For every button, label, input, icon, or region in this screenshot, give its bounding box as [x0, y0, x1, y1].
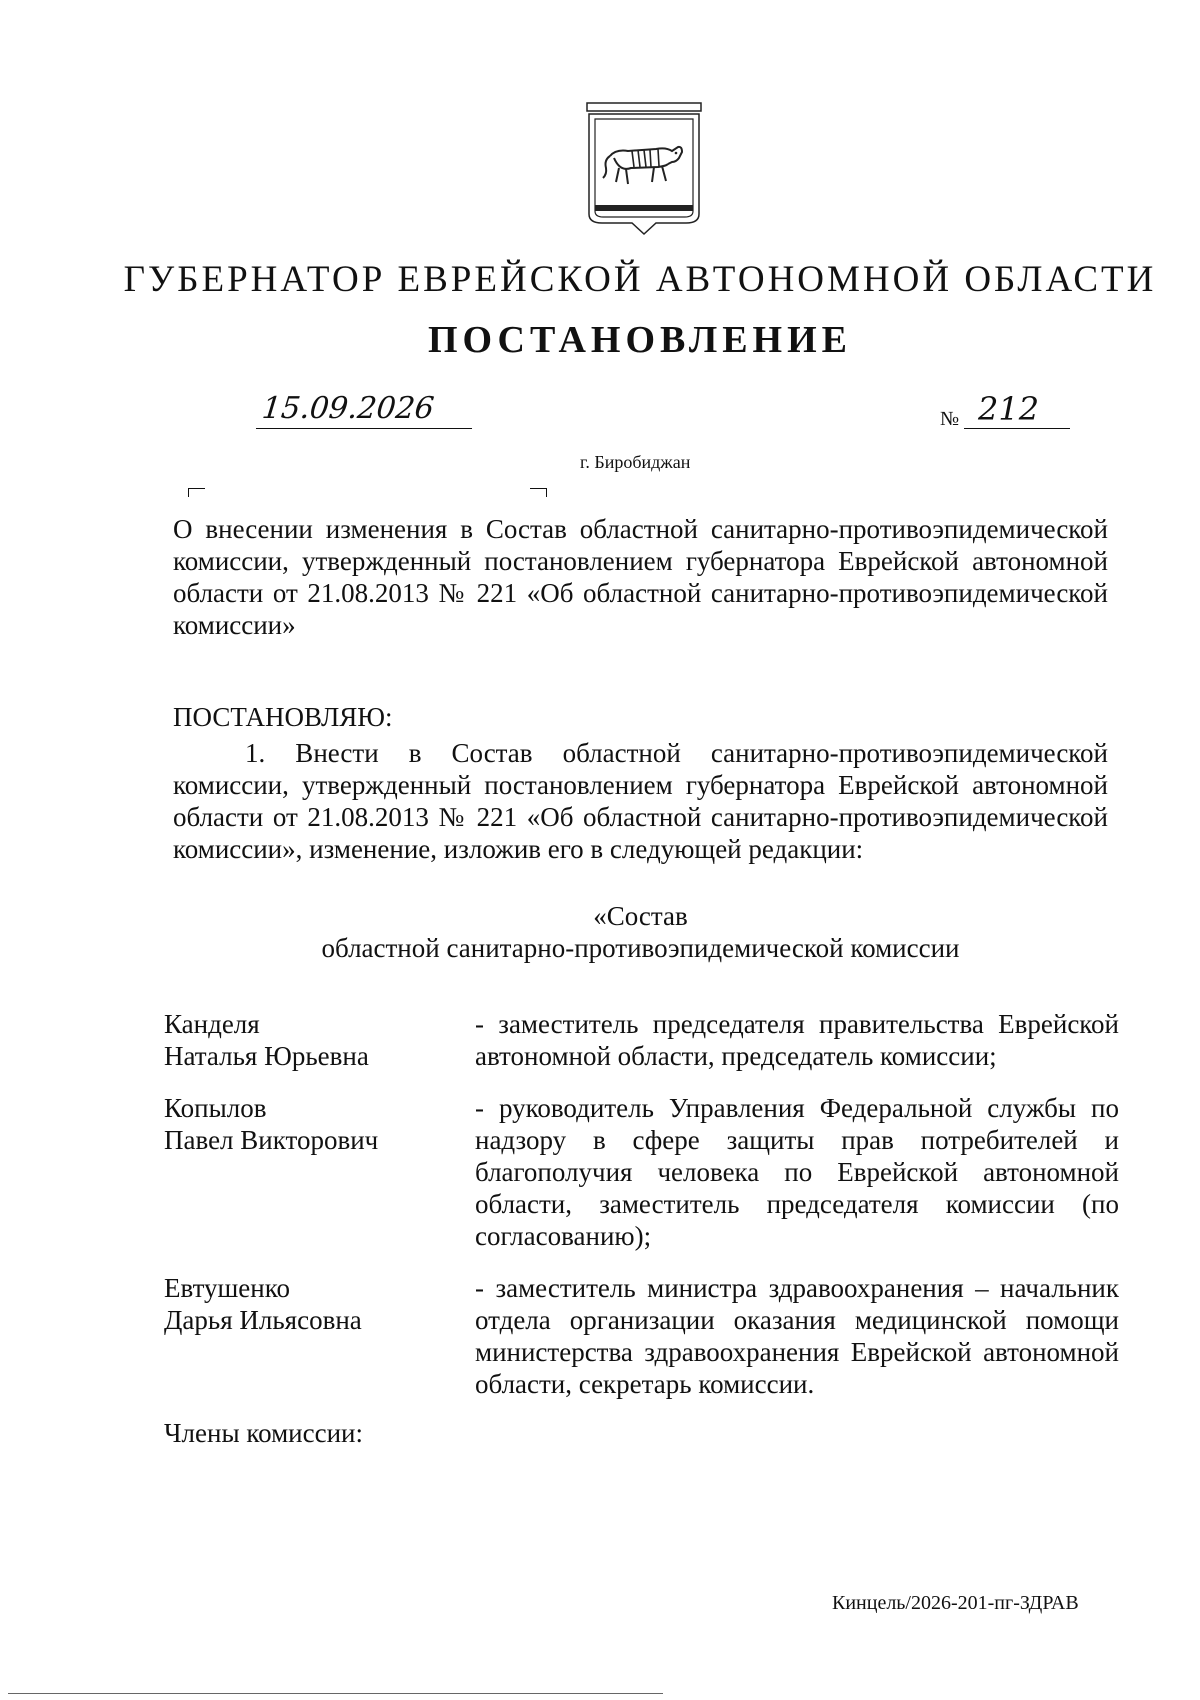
member-given-names: Павел Викторович: [164, 1125, 379, 1155]
member-name: [164, 1092, 464, 1156]
scan-edge-line: [8, 1693, 663, 1694]
number-sign: №: [940, 408, 960, 430]
composition-heading: [173, 900, 1108, 964]
member-given-names: Дарья Ильясовна: [164, 1305, 362, 1335]
document-date: 15.09.2026: [256, 390, 476, 429]
member-name: [164, 1008, 464, 1072]
authority-title: ГУБЕРНАТОР ЕВРЕЙСКОЙ АВТОНОМНОЙ ОБЛАСТИ: [123, 259, 1157, 300]
member-name: [164, 1272, 464, 1336]
composition-heading-line1: «Состав: [593, 901, 688, 931]
member-surname: Копылов: [164, 1093, 267, 1123]
decree-word: ПОСТАНОВЛЯЮ:: [173, 702, 393, 732]
member-given-names: Наталья Юрьевна: [164, 1041, 369, 1071]
document-type-title: ПОСТАНОВЛЕНИЕ: [427, 319, 853, 361]
city-line: г. Биробиджан: [580, 452, 691, 472]
member-role: - заместитель министра здравоохранения – начальник отдела организации оказания медицинской помощи министерства здравоохранения Еврейской автономной области, секретарь комиссии.: [475, 1273, 1119, 1399]
member-surname: Канделя: [164, 1009, 260, 1039]
clause-1: 1. Внести в Состав областной санитарно-противоэпидемической комиссии, утвержденный постановлением губернатора Еврейской автономной области от 21.08.2013 № 221 «Об областной санитарно-противоэпидемической комиссии», изменение, изложив его в следующей редакции:: [173, 738, 1108, 864]
subject-bracket-right: [530, 488, 547, 497]
document-footer-code: Кинцель/2026-201-пг-ЗДРАВ: [832, 1592, 1079, 1614]
members-label: Члены комиссии:: [164, 1418, 363, 1448]
document-subject: О внесении изменения в Состав областной санитарно-противоэпидемической комиссии, утвержденный постановлением губернатора Еврейской автономной области от 21.08.2013 № 221 «Об областной санитарно-противоэпидемической комиссии»: [173, 514, 1108, 640]
tiger-coat-of-arms-icon: [586, 102, 702, 236]
composition-heading-line2: областной санитарно-противоэпидемической комиссии: [321, 933, 960, 963]
subject-bracket-left: [188, 488, 205, 497]
member-role: - руководитель Управления Федеральной службы по надзору в сфере защиты прав потребителей и благополучия человека по Еврейской автономной области, заместитель председателя комиссии (по согласованию);: [475, 1093, 1119, 1251]
member-surname: Евтушенко: [164, 1273, 290, 1303]
member-role: - заместитель председателя правительства Еврейской автономной области, председатель комиссии;: [475, 1009, 1119, 1071]
document-number: 212: [964, 390, 1070, 429]
